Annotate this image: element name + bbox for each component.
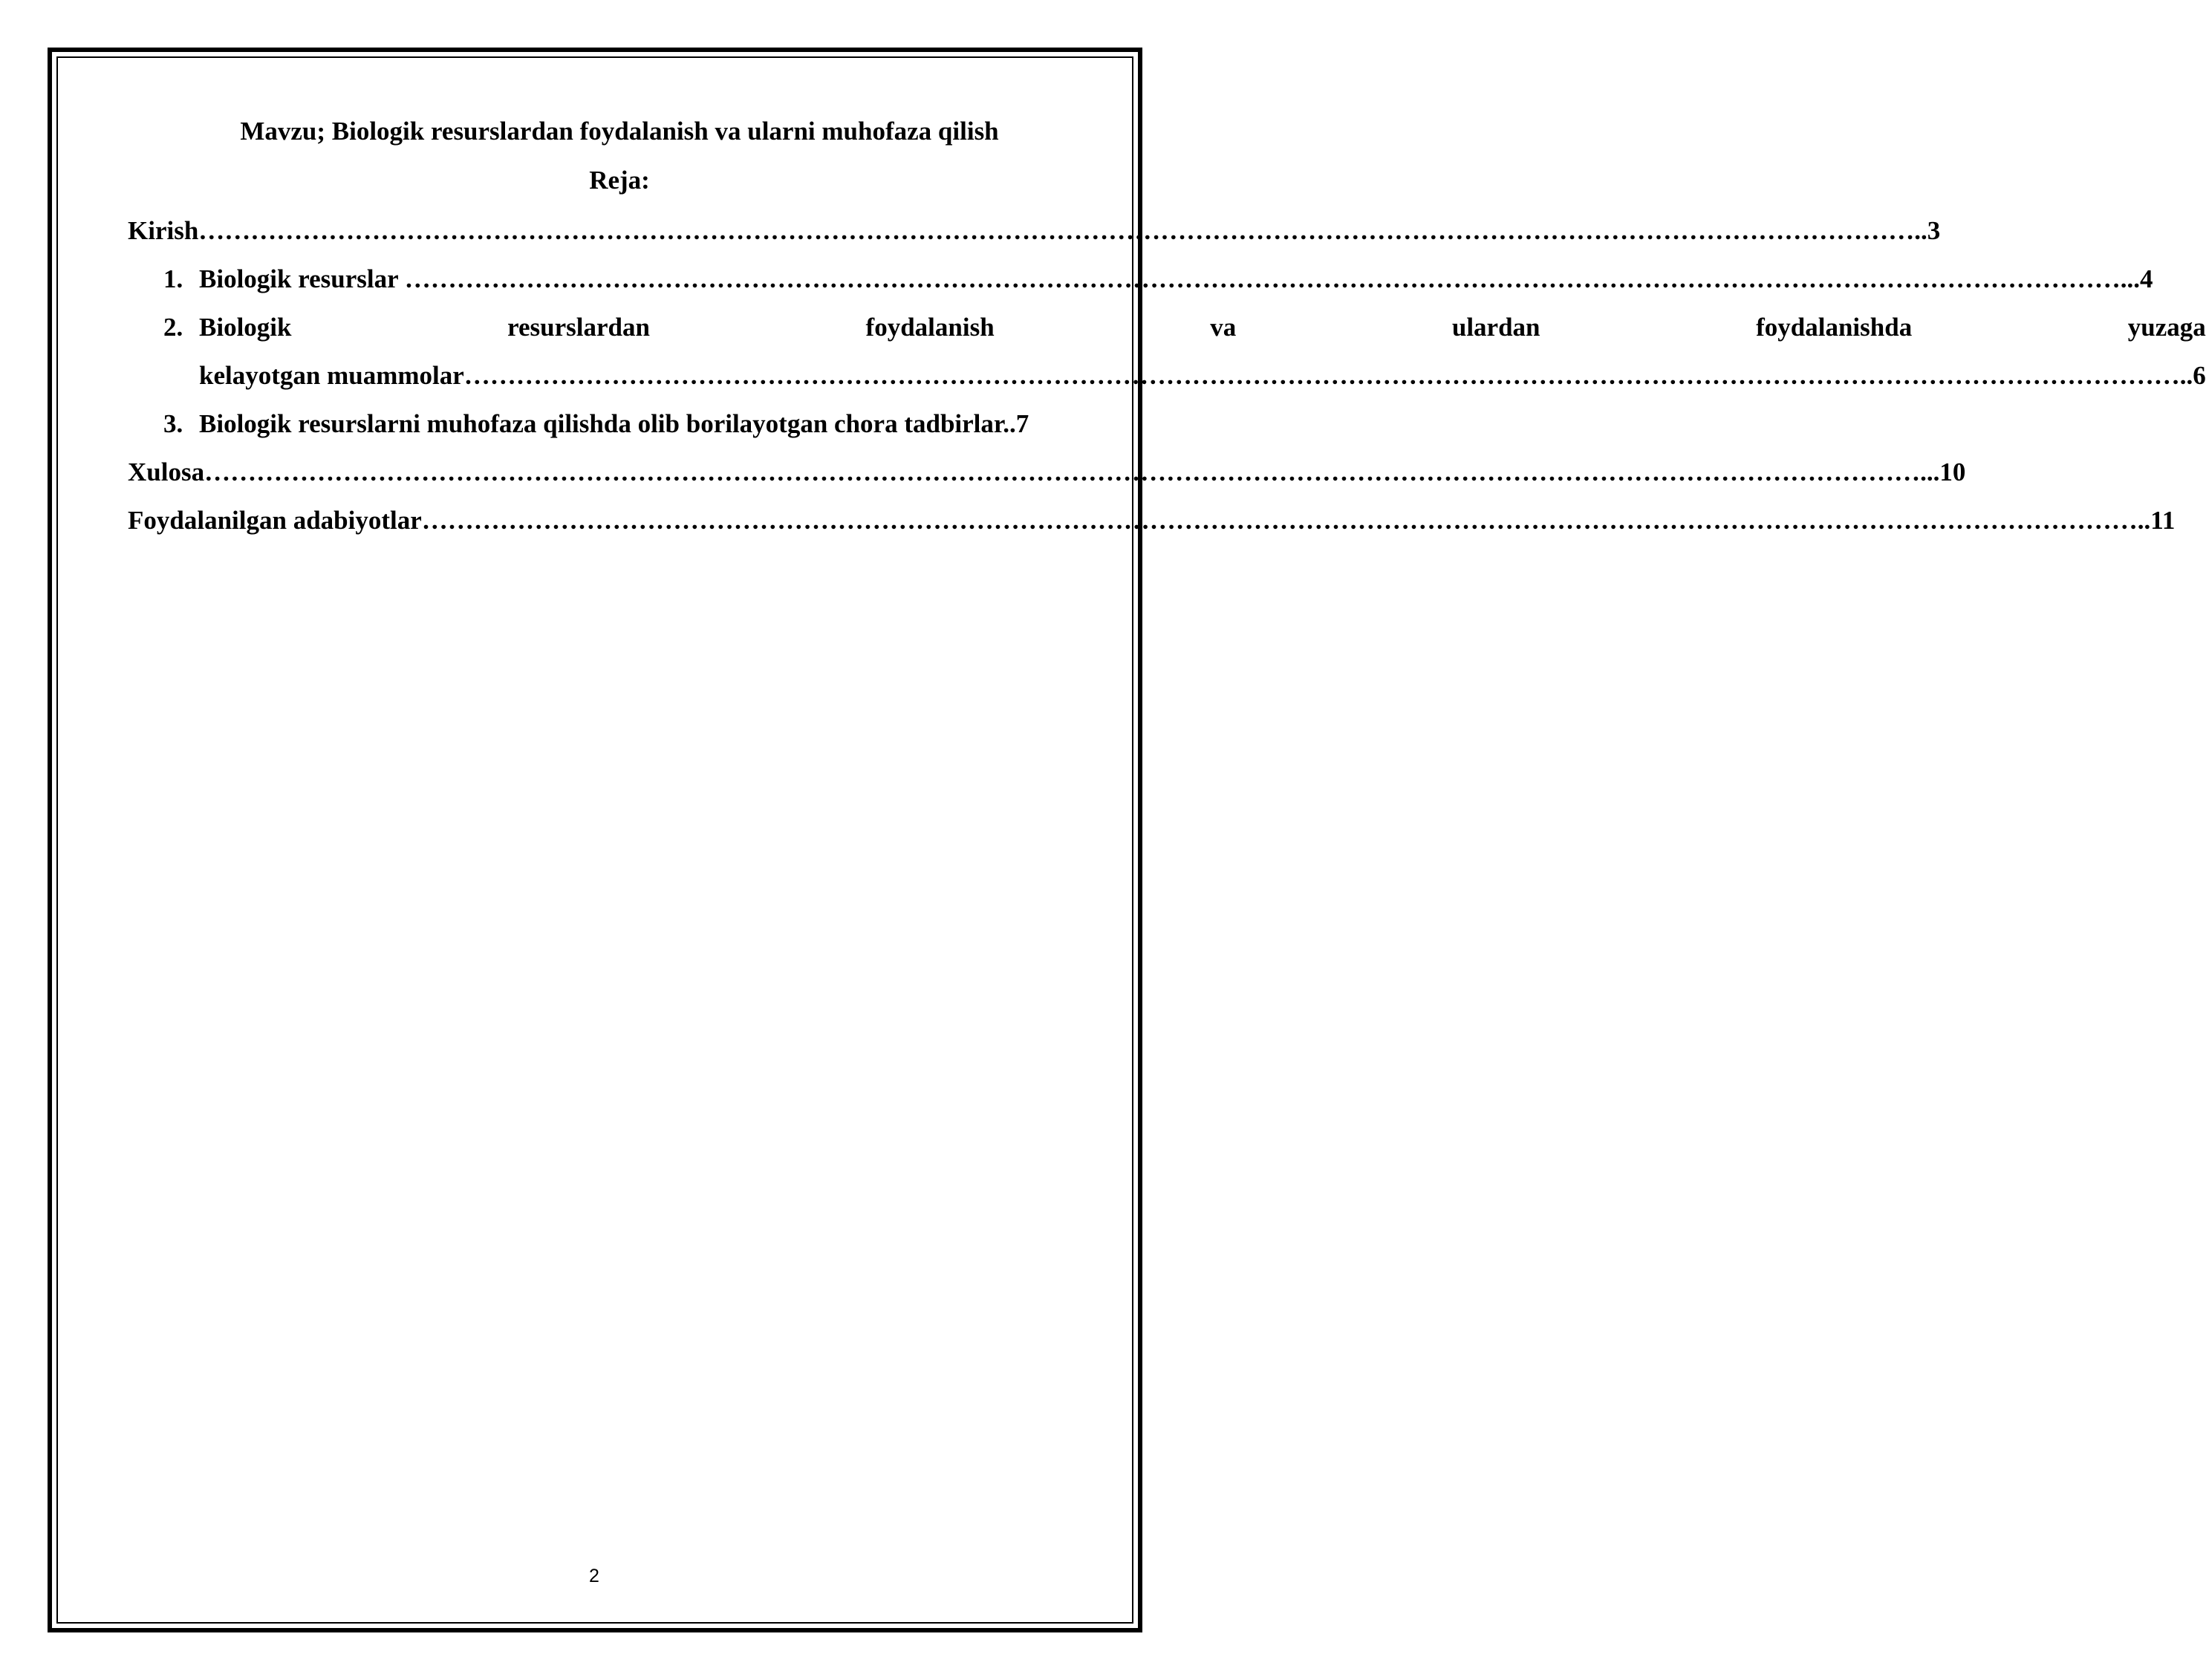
toc-entry-label: kelayotgan muammolar <box>199 361 464 390</box>
document-subtitle: Reja: <box>589 166 650 195</box>
toc-entry-page: ..3 <box>1914 216 1941 245</box>
toc-entry-line <box>199 351 2206 400</box>
toc-leader-dots <box>204 448 1920 496</box>
toc-entry-1 <box>163 255 2153 303</box>
document-title: Mavzu; Biologik resurslardan foydalanish va ularni muhofaza qilish <box>240 117 999 146</box>
toc-entry-page: ..6 <box>2179 361 2206 390</box>
toc-entry-body <box>199 303 2206 400</box>
toc-entry-label: Biologik resurslarni muhofaza qilishda olib borilayotgan chora tadbirlar..7 <box>199 409 1029 438</box>
page-number: 2 <box>589 1566 599 1586</box>
toc-leader-dots <box>422 496 2138 544</box>
toc-entry-label: Kirish <box>128 216 199 245</box>
toc-entry-number: 3. <box>163 409 183 438</box>
toc-entry-line <box>199 303 2206 351</box>
toc-leader-dots <box>405 255 2121 303</box>
toc-entry-label: Biologik resurslardan foydalanish va ulardan foydalanishda yuzaga <box>199 313 2206 342</box>
toc-entry-label: Biologik resurslar <box>199 264 405 293</box>
toc-entry-number: 1. <box>163 264 183 293</box>
toc-entry-conclusion <box>128 448 1966 496</box>
toc-leader-dots <box>198 206 1914 255</box>
toc-entry-label: Foydalanilgan adabiyotlar <box>128 506 422 535</box>
toc-entry-page: ...4 <box>2120 264 2153 293</box>
document-content <box>128 108 2206 544</box>
toc-entry-number: 2. <box>163 313 183 342</box>
toc-entry-page: ...10 <box>1920 458 1966 486</box>
toc-entry-2 <box>163 303 2206 400</box>
toc-leader-dots <box>464 351 2180 400</box>
toc-entry-intro <box>128 206 1941 255</box>
toc-entry-page: ..11 <box>2137 506 2176 535</box>
toc-entry-label: Xulosa <box>128 458 205 486</box>
toc-entry-references <box>128 496 2176 544</box>
toc-entry-3 <box>163 400 1107 448</box>
